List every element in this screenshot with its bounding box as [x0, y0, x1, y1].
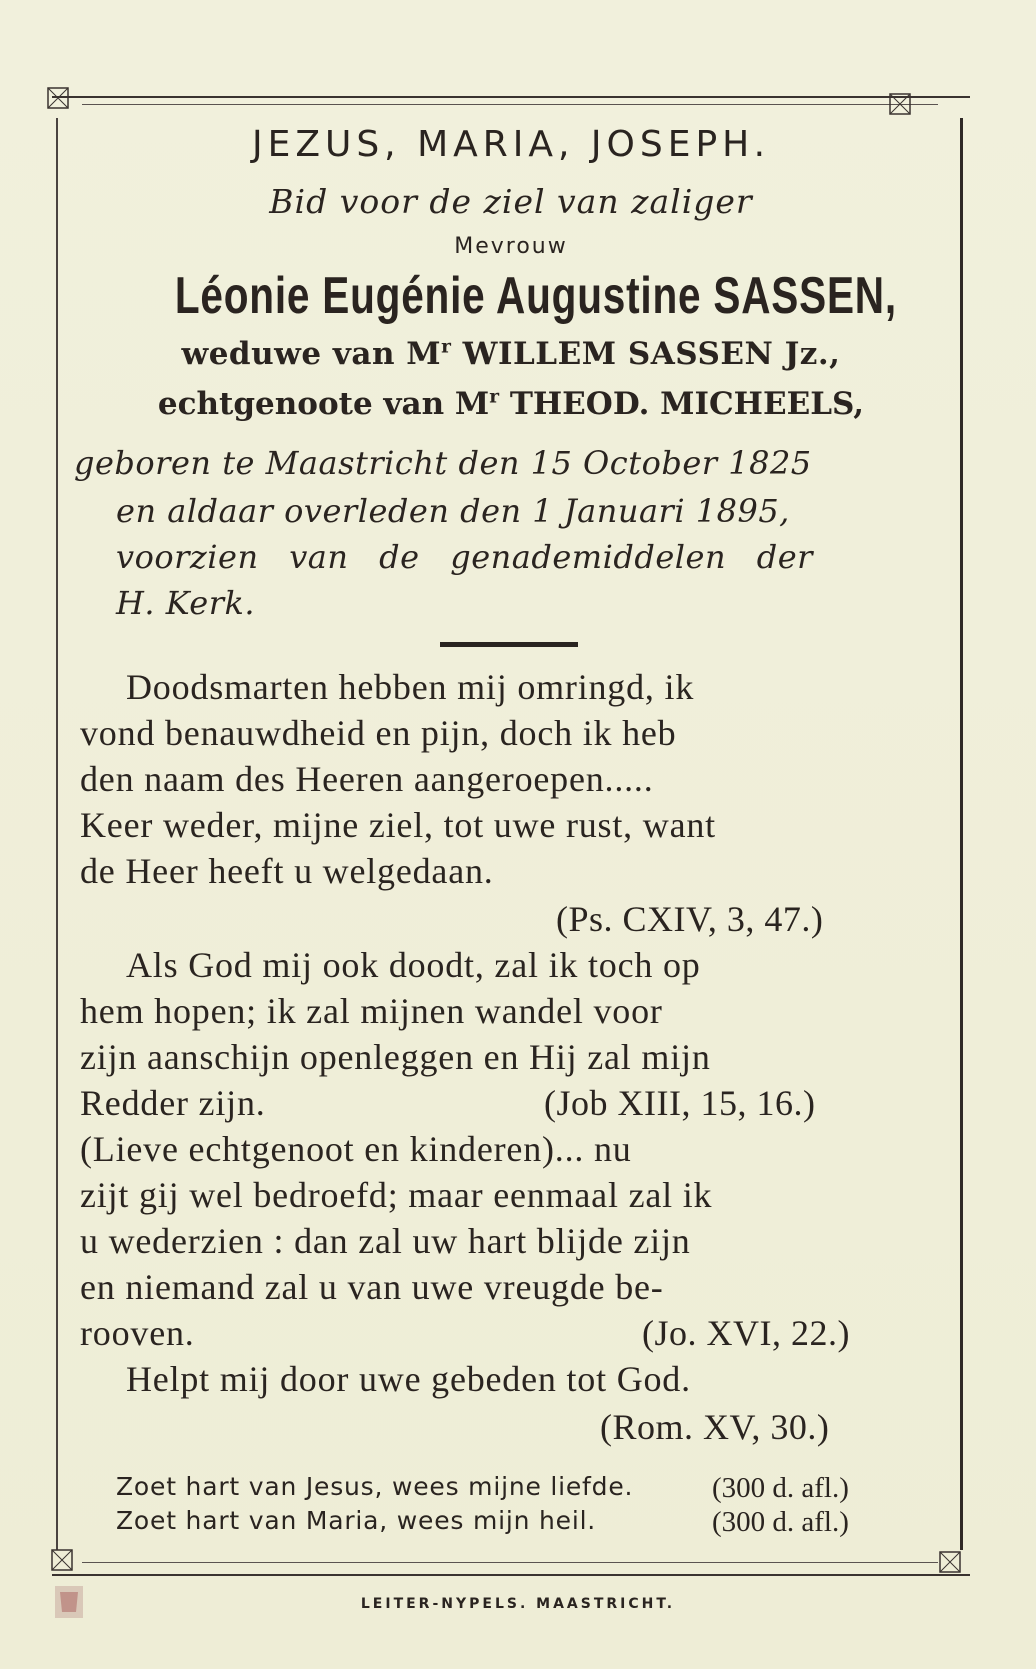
indulgence-prayer: Zoet hart van Maria, wees mijn heil.	[116, 1506, 597, 1535]
verse-line: zijn aanschijn openleggen en Hij zal mijn	[80, 1037, 711, 1077]
spouse-line: echtgenoote van $M^r$ THEOD. MICHEELS,	[157, 386, 865, 422]
indulgence-days: (300 d. afl.)	[712, 1506, 849, 1538]
corner-ornament-icon	[50, 1548, 74, 1572]
verse-reference: (Jo. XVI, 22.)	[642, 1313, 850, 1353]
deceased-name: Léonie Eugénie Augustine SASSEN,	[174, 267, 897, 325]
verse-reference: (Rom. XV, 30.)	[600, 1407, 830, 1447]
birth-line: geboren te Maastricht den 15 October 1825	[74, 444, 812, 482]
indulgence-days: (300 d. afl.)	[712, 1472, 849, 1504]
verse-line: (Lieve echtgenoot en kinderen)... nu	[80, 1129, 632, 1169]
corner-ornament-icon	[938, 1550, 962, 1574]
frame-left-rule	[56, 118, 58, 1550]
verse-line: rooven.	[80, 1313, 195, 1353]
corner-ornament-icon	[888, 92, 912, 116]
honorific: Mevrouw	[454, 234, 568, 259]
verse-line: u wederzien : dan zal uw hart blijde zijn	[80, 1221, 691, 1261]
invocation-heading: JEZUS, MARIA, JOSEPH.	[251, 124, 771, 165]
verse-line: Als God mij ook doodt, zal ik toch op	[126, 945, 701, 985]
verse-line: vond benauwdheid en pijn, doch ik heb	[80, 713, 677, 753]
frame-inner-rule-bottom	[82, 1562, 938, 1563]
church-line: H. Kerk.	[116, 584, 256, 622]
widow-of-line: weduwe van $M^r$ WILLEM SASSEN Jz.,	[181, 336, 841, 372]
verse-line: Doodsmarten hebben mij omringd, ik	[126, 667, 695, 707]
verse-line: Keer weder, mijne ziel, tot uwe rust, want	[80, 805, 716, 845]
verse-line: Redder zijn.	[80, 1083, 266, 1123]
frame-inner-rule-top	[82, 104, 938, 105]
verse-line: en niemand zal u van uwe vreugde be-	[80, 1267, 664, 1307]
corner-ornament-icon	[46, 86, 70, 110]
sacraments-line: voorzien van de genademiddelen der	[116, 538, 813, 576]
verse-line: hem hopen; ik zal mijnen wandel voor	[80, 991, 663, 1031]
indulgence-prayer: Zoet hart van Jesus, wees mijne liefde.	[116, 1472, 634, 1501]
verse-line: zijt gij wel bedroefd; maar eenmaal zal ik	[80, 1175, 713, 1215]
divider	[440, 642, 578, 647]
verse-reference: (Job XIII, 15, 16.)	[544, 1083, 816, 1123]
frame-right-rule	[960, 118, 963, 1550]
death-line: en aldaar overleden den 1 Januari 1895,	[116, 492, 790, 530]
verse-line: Helpt mij door uwe gebeden tot God.	[126, 1359, 691, 1399]
verse-line: den naam des Heeren aangeroepen.....	[80, 759, 654, 799]
verse-reference: (Ps. CXIV, 3, 47.)	[556, 899, 824, 939]
prayer-request: Bid voor de ziel van zaliger	[269, 182, 753, 221]
verse-line: de Heer heeft u welgedaan.	[80, 851, 494, 891]
printer-imprint: LEITER-NYPELS. MAASTRICHT.	[360, 1596, 676, 1612]
